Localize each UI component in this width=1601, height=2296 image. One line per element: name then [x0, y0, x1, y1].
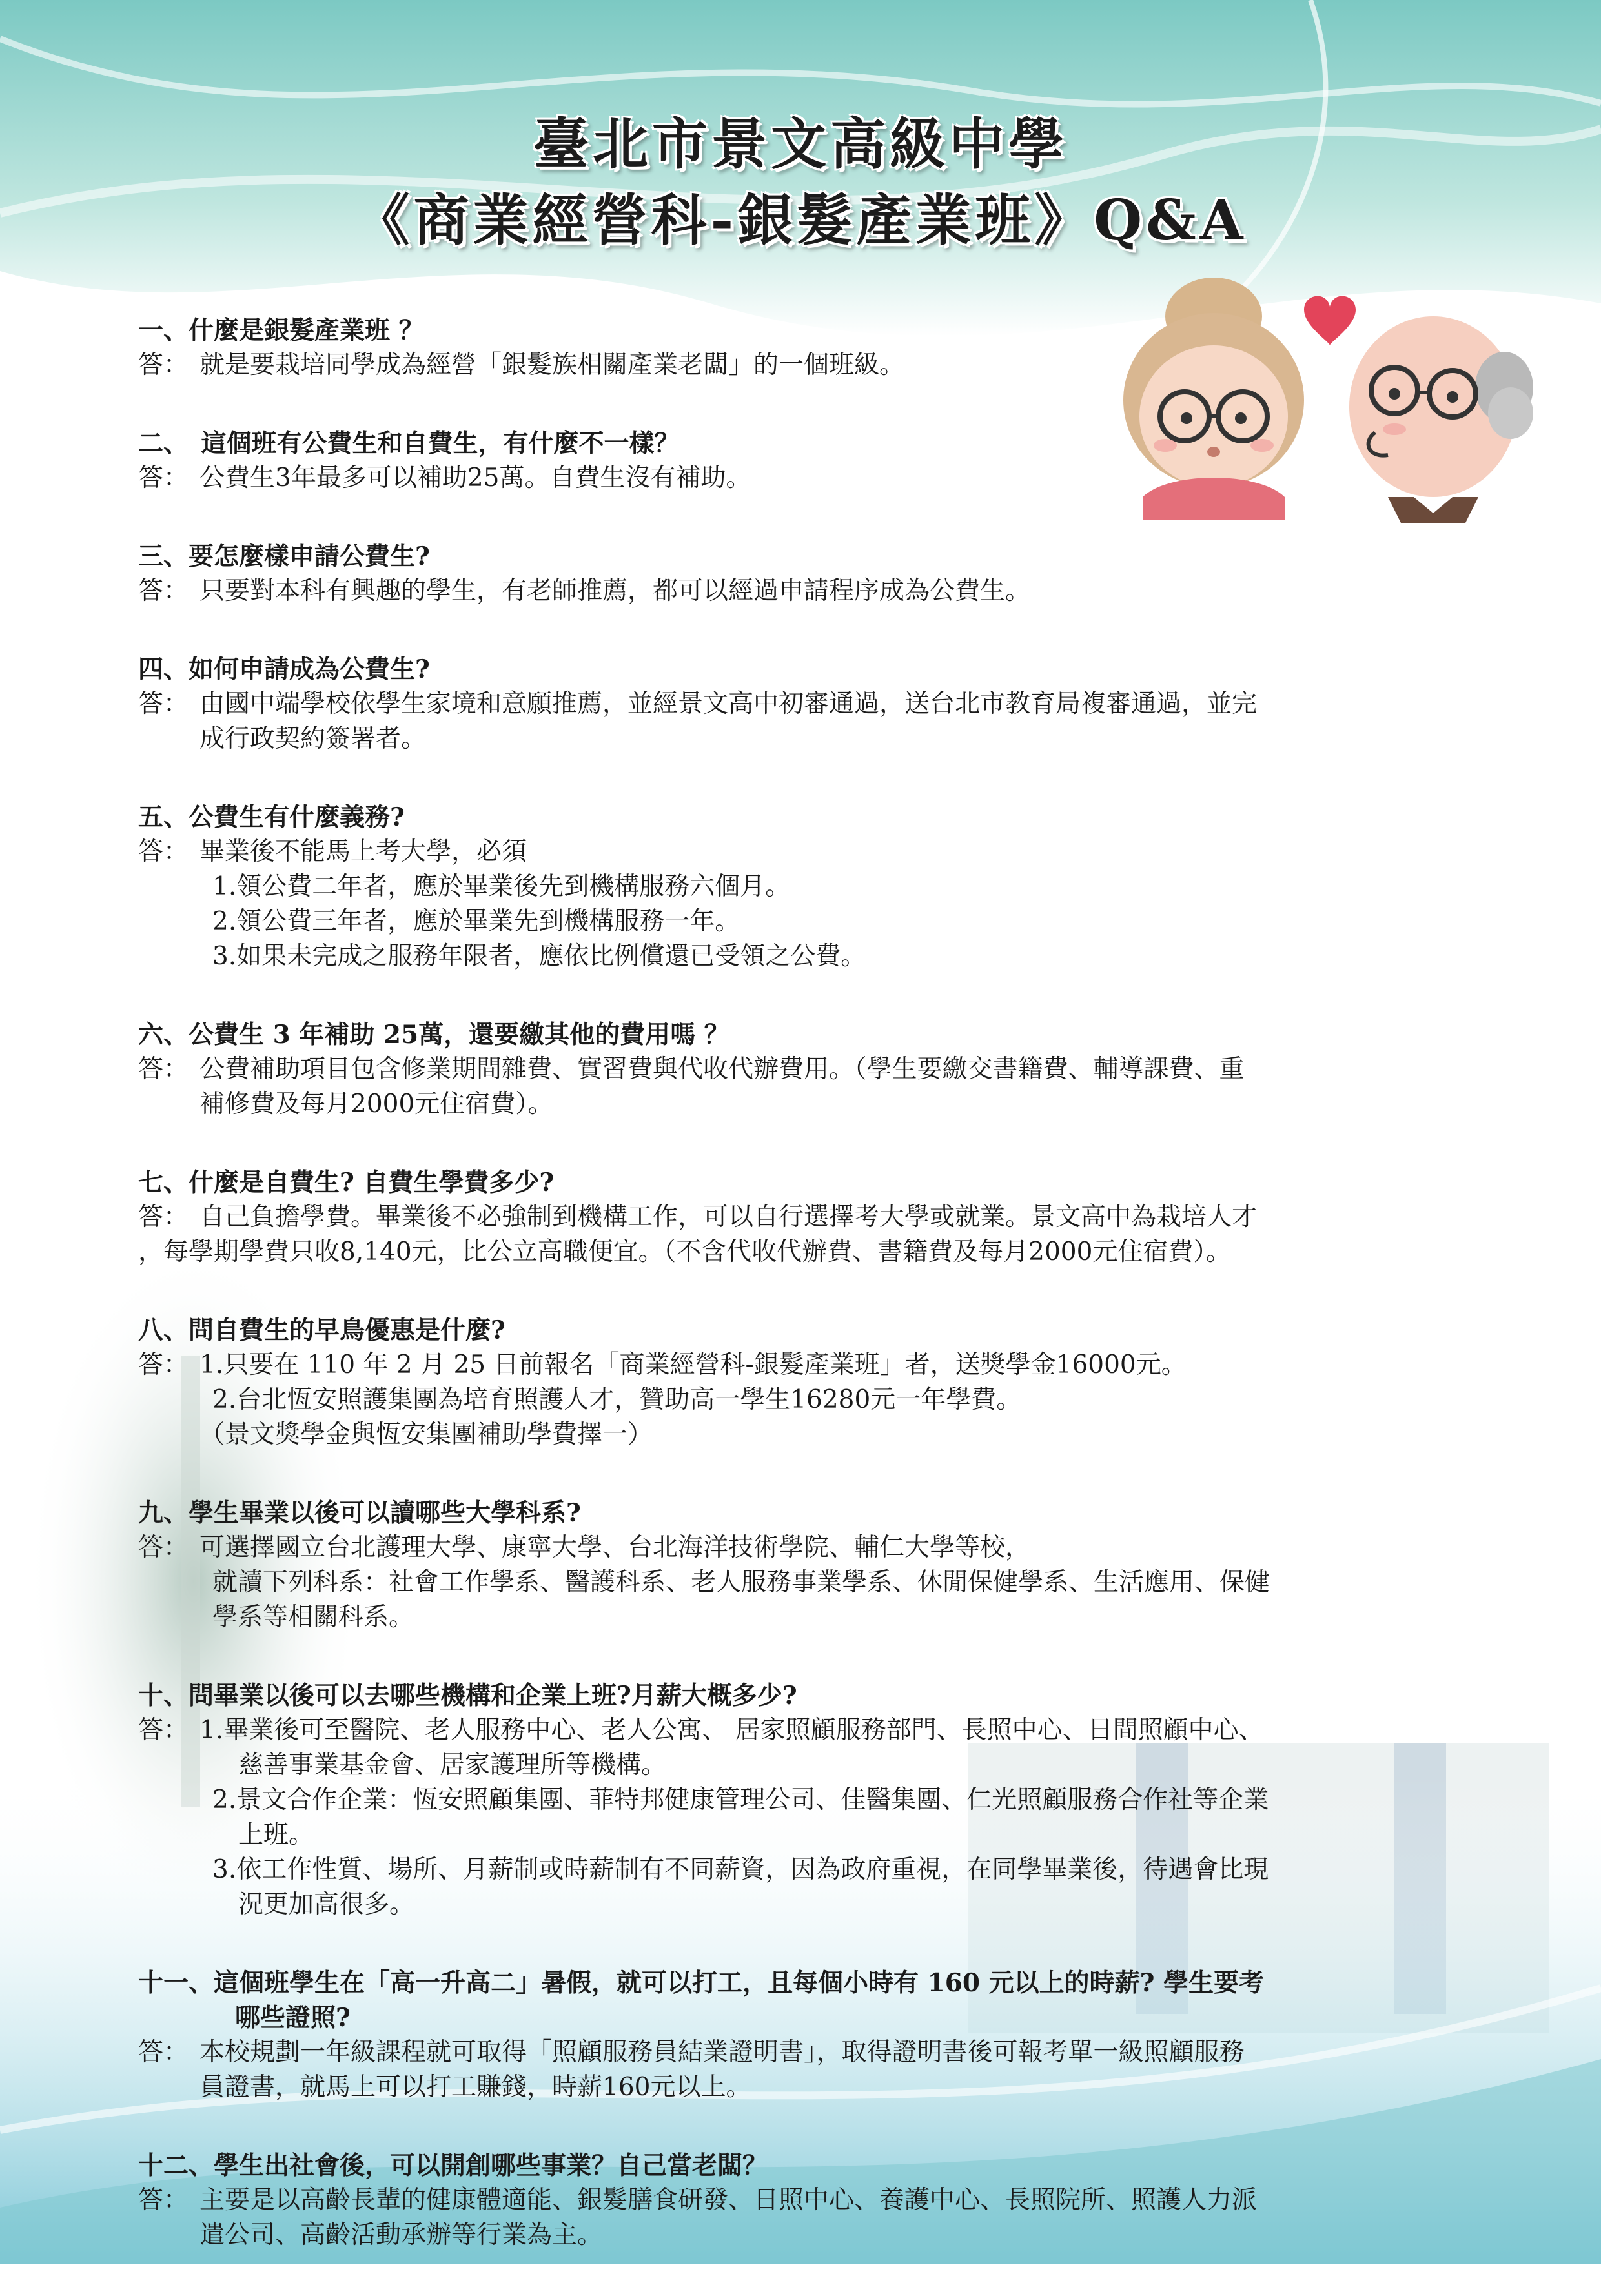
answer: [199, 1713, 1491, 1922]
answer-line: 2.領公費三年者，應於畢業先到機構服務一年。: [212, 907, 740, 936]
page-title: [0, 107, 1601, 259]
answer-label: 答：: [138, 350, 189, 380]
answer-label: 答：: [138, 1055, 189, 1084]
answer-label: 答：: [138, 1350, 189, 1379]
question: 九、學生畢業以後可以讀哪些大學科系?: [138, 1498, 581, 1528]
qa-item-6: [138, 1017, 1491, 1122]
question: 八、問自費生的早鳥優惠是什麼?: [138, 1316, 505, 1345]
answer-line: 由國中端學校依學生家境和意願推薦，並經景文高中初審通過，送台北市教育局複審通過，並完: [199, 689, 1258, 718]
answer: [199, 1052, 1491, 1122]
qa-item-8: [138, 1313, 1491, 1452]
answer-line: 本校規劃一年級課程就可取得「照顧服務員結業證明書」，取得證明書後可報考單一級照顧服務: [199, 2038, 1245, 2067]
qa-item-1: [138, 313, 1491, 383]
qa-item-11: [138, 1966, 1491, 2105]
answer: [199, 835, 1491, 974]
qa-item-2: [138, 426, 1491, 496]
qa-item-4: [138, 652, 1491, 757]
title-line-1: 臺北市景文高級中學: [533, 112, 1068, 177]
question: 二、 這個班有公費生和自費生，有什麼不一樣？: [138, 429, 680, 458]
answer-line: 2.景文合作企業：恆安照顧集團、菲特邦健康管理公司、佳醫集團、仁光照顧服務合作社等企業: [212, 1785, 1269, 1814]
question-continued: 哪些證照?: [235, 2003, 351, 2033]
answer-line: 自己負擔學費。畢業後不必強制到機構工作，可以自行選擇考大學或就業。景文高中為栽培人才: [199, 1203, 1258, 1232]
answer-label: 答：: [138, 463, 189, 493]
answer-line: 主要是以高齡長輩的健康體適能、銀髮膳食研發、日照中心、養護中心、長照院所、照護人力派: [199, 2186, 1258, 2215]
question: 三、要怎麼樣申請公費生?: [138, 542, 430, 571]
answer: [199, 2035, 1491, 2105]
question: 六、公費生 3 年補助 25萬，還要繳其他的費用嗎 ？: [138, 1020, 729, 1050]
answer-line: 學系等相關科系。: [212, 1603, 414, 1632]
qa-item-5: [138, 800, 1491, 974]
answer-label: 答：: [138, 689, 189, 718]
answer-line: 就是要栽培同學成為經營「銀髮族相關產業老闆」的一個班級。: [199, 350, 905, 380]
answer-line: 1.只要在 110 年 2 月 25 日前報名「商業經營科-銀髮產業班」者，送獎學金16000元。: [199, 1350, 1187, 1379]
answer-line: ，每學期學費只收8,140元，比公立高職便宜。（不含代收代辦費、書籍費及每月2000元住宿費）。: [138, 1237, 1231, 1266]
answer-line: 只要對本科有興趣的學生，有老師推薦，都可以經過申請程序成為公費生。: [199, 576, 1031, 605]
answer-line: 3.依工作性質、場所、月薪制或時薪制有不同薪資，因為政府重視，在同學畢業後，待遇會比現: [212, 1855, 1269, 1884]
answer-line: 就讀下列科系：社會工作學系、醫護科系、老人服務事業學系、休閒保健學系、生活應用、保健: [212, 1568, 1270, 1597]
question: 十一、這個班學生在「高一升高二」暑假，就可以打工，且每個小時有 160 元以上的時薪? 學生要考: [138, 1968, 1264, 1998]
answer-line: 1.畢業後可至醫院、老人服務中心、老人公寓、 居家照顧服務部門、長照中心、日間照顧中心、: [199, 1716, 1264, 1745]
question: 十、問畢業以後可以去哪些機構和企業上班?月薪大概多少?: [138, 1681, 797, 1711]
answer-line: 3.如果未完成之服務年限者，應依比例償還已受領之公費。: [212, 942, 866, 971]
answer-label: 答：: [138, 1716, 189, 1745]
answer-line: 上班。: [238, 1820, 314, 1849]
answer: [199, 2183, 1491, 2253]
answer-line: 遣公司、高齡活動承辦等行業為主。: [199, 2220, 603, 2250]
answer: [199, 1348, 1491, 1452]
answer-line: 2.台北恆安照護集團為培育照護人才，贊助高一學生16280元一年學費。: [212, 1385, 1022, 1414]
answer: [199, 687, 1491, 757]
answer-label: 答：: [138, 1533, 189, 1562]
answer-label: 答：: [138, 2038, 189, 2067]
qa-item-9: [138, 1496, 1491, 1635]
qa-item-10: [138, 1678, 1491, 1922]
answer-line: 可選擇國立台北護理大學、康寧大學、台北海洋技術學院、輔仁大學等校，: [199, 1533, 1031, 1562]
answer-line: 慈善事業基金會、居家護理所等機構。: [238, 1751, 667, 1780]
qa-list: [138, 313, 1491, 2296]
answer-line: 公費補助項目包含修業期間雜費、實習費與代收代辦費用。（學生要繳交書籍費、輔導課費、重: [199, 1055, 1245, 1084]
answer-label: 答：: [138, 837, 189, 866]
answer: [199, 348, 1491, 383]
answer-line: 補修費及每月2000元住宿費）。: [199, 1090, 553, 1119]
answer-line: 1.領公費二年者，應於畢業後先到機構服務六個月。: [212, 872, 791, 901]
answer-line: 公費生3年最多可以補助25萬。自費生沒有補助。: [199, 463, 751, 493]
qa-item-12: [138, 2148, 1491, 2253]
answer-line: 員證書，就馬上可以打工賺錢，時薪160元以上。: [199, 2073, 751, 2102]
answer-label: 答：: [138, 576, 189, 605]
question: 一、什麼是銀髮產業班 ？: [138, 316, 424, 345]
question: 四、如何申請成為公費生?: [138, 655, 430, 684]
question: 五、公費生有什麼義務?: [138, 802, 405, 832]
answer: [199, 574, 1491, 609]
answer-line: 成行政契約簽署者。: [199, 724, 427, 753]
qa-item-7: [138, 1165, 1491, 1270]
answer: [199, 461, 1491, 496]
answer-line: 畢業後不能馬上考大學，必須: [199, 837, 527, 866]
answer-label: 答：: [138, 2186, 189, 2215]
answer-line: （景文獎學金與恆安集團補助學費擇一）: [199, 1420, 653, 1449]
title-line-2: 《商業經營科-銀髮產業班》Q&A: [354, 188, 1247, 253]
qa-item-3: [138, 539, 1491, 609]
answer-line: 況更加高很多。: [238, 1890, 415, 1919]
answer: [199, 1530, 1491, 1635]
question: 十二、學生出社會後，可以開創哪些事業？自己當老闆？: [138, 2151, 768, 2180]
answer-label: 答：: [138, 1203, 189, 1232]
question: 七、什麼是自費生? 自費生學費多少?: [138, 1168, 555, 1197]
answer: [138, 1200, 1491, 1270]
